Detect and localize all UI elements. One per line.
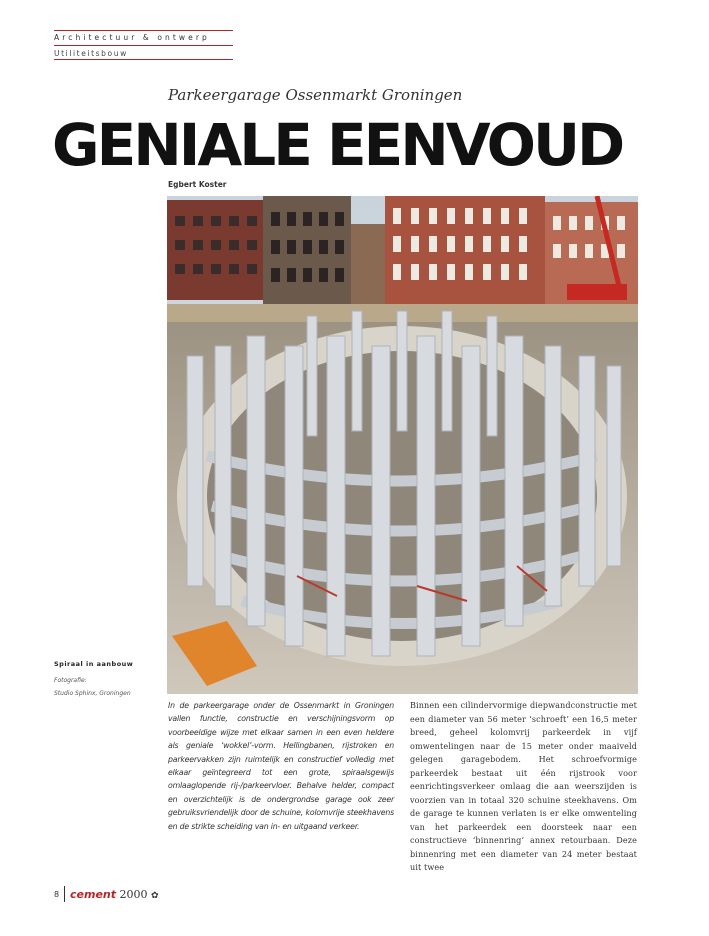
photo-credit-name: Studio Sphinx, Groningen xyxy=(54,690,131,697)
article-lead: In de parkeergarage onder de Ossenmarkt in Groningen vallen functie, constructie en verschijningsvorm op voorbeeldige wijze met elkaar samen in een even heldere als geniale ‘wokkel’-vorm. Hellingbanen, rijstroken en parkeervakken zijn ruimtelijk en constructief volledig met elkaar geïntegreerd tot een grote, spiraalsgewijs omlaaglopende rij-/parkeervloer. Behalve helder, compact en overzichtelijk is de ondergrondse garage ook zeer gebruiksvriendelijk door de schuine, kolomvrije steekhavens en de strikte scheiding van in- en uitgaand verkeer. xyxy=(168,701,394,831)
gear-icon: ✿ xyxy=(151,891,159,901)
photo-credit-label: Fotografie: xyxy=(54,677,87,684)
page-number: 8 xyxy=(54,890,60,899)
construction-photo xyxy=(167,196,638,694)
header-rule-bottom xyxy=(54,59,233,60)
footer-divider xyxy=(64,886,65,902)
header-rule-top xyxy=(54,30,233,31)
magazine-year: 2000 xyxy=(119,888,148,901)
photo-credit xyxy=(54,674,131,700)
magazine-name: cement xyxy=(70,888,116,901)
header-rule-middle xyxy=(54,45,233,46)
article-author: Egbert Koster xyxy=(168,180,227,189)
article-body: Binnen een cilindervormige diepwandconstructie met een diameter van 56 meter ‘schroeft’ een 16,5 meter breed, geheel kolomvrij parkeerdek in vijf omwentelingen naar de 15 meter onder maaiveld gelegen garagebodem. Het schroefvormige parkeerdek bestaat uit één rijstrook voor eenrichtingsverkeer omlaag die aan weerszijden is voorzien van in totaal 320 schuine steekhavens. Om de garage te kunnen verlaten is er elke omwenteling van het parkeerdek een doorsteek naar een constructieve ‘binnenring’ annex retourbaan. Deze binnenring met een diameter van 24 meter bestaat uit twee xyxy=(410,700,637,872)
magazine-footer xyxy=(70,888,159,901)
section-label: Architectuur & ontwerp xyxy=(54,33,210,42)
subsection-label: Utiliteitsbouw xyxy=(54,49,128,58)
article-kicker: Parkeergarage Ossenmarkt Groningen xyxy=(168,86,463,104)
photo-caption-title: Spiraal in aanbouw xyxy=(54,660,134,668)
article-headline: GENIALE EENVOUD xyxy=(52,111,623,179)
